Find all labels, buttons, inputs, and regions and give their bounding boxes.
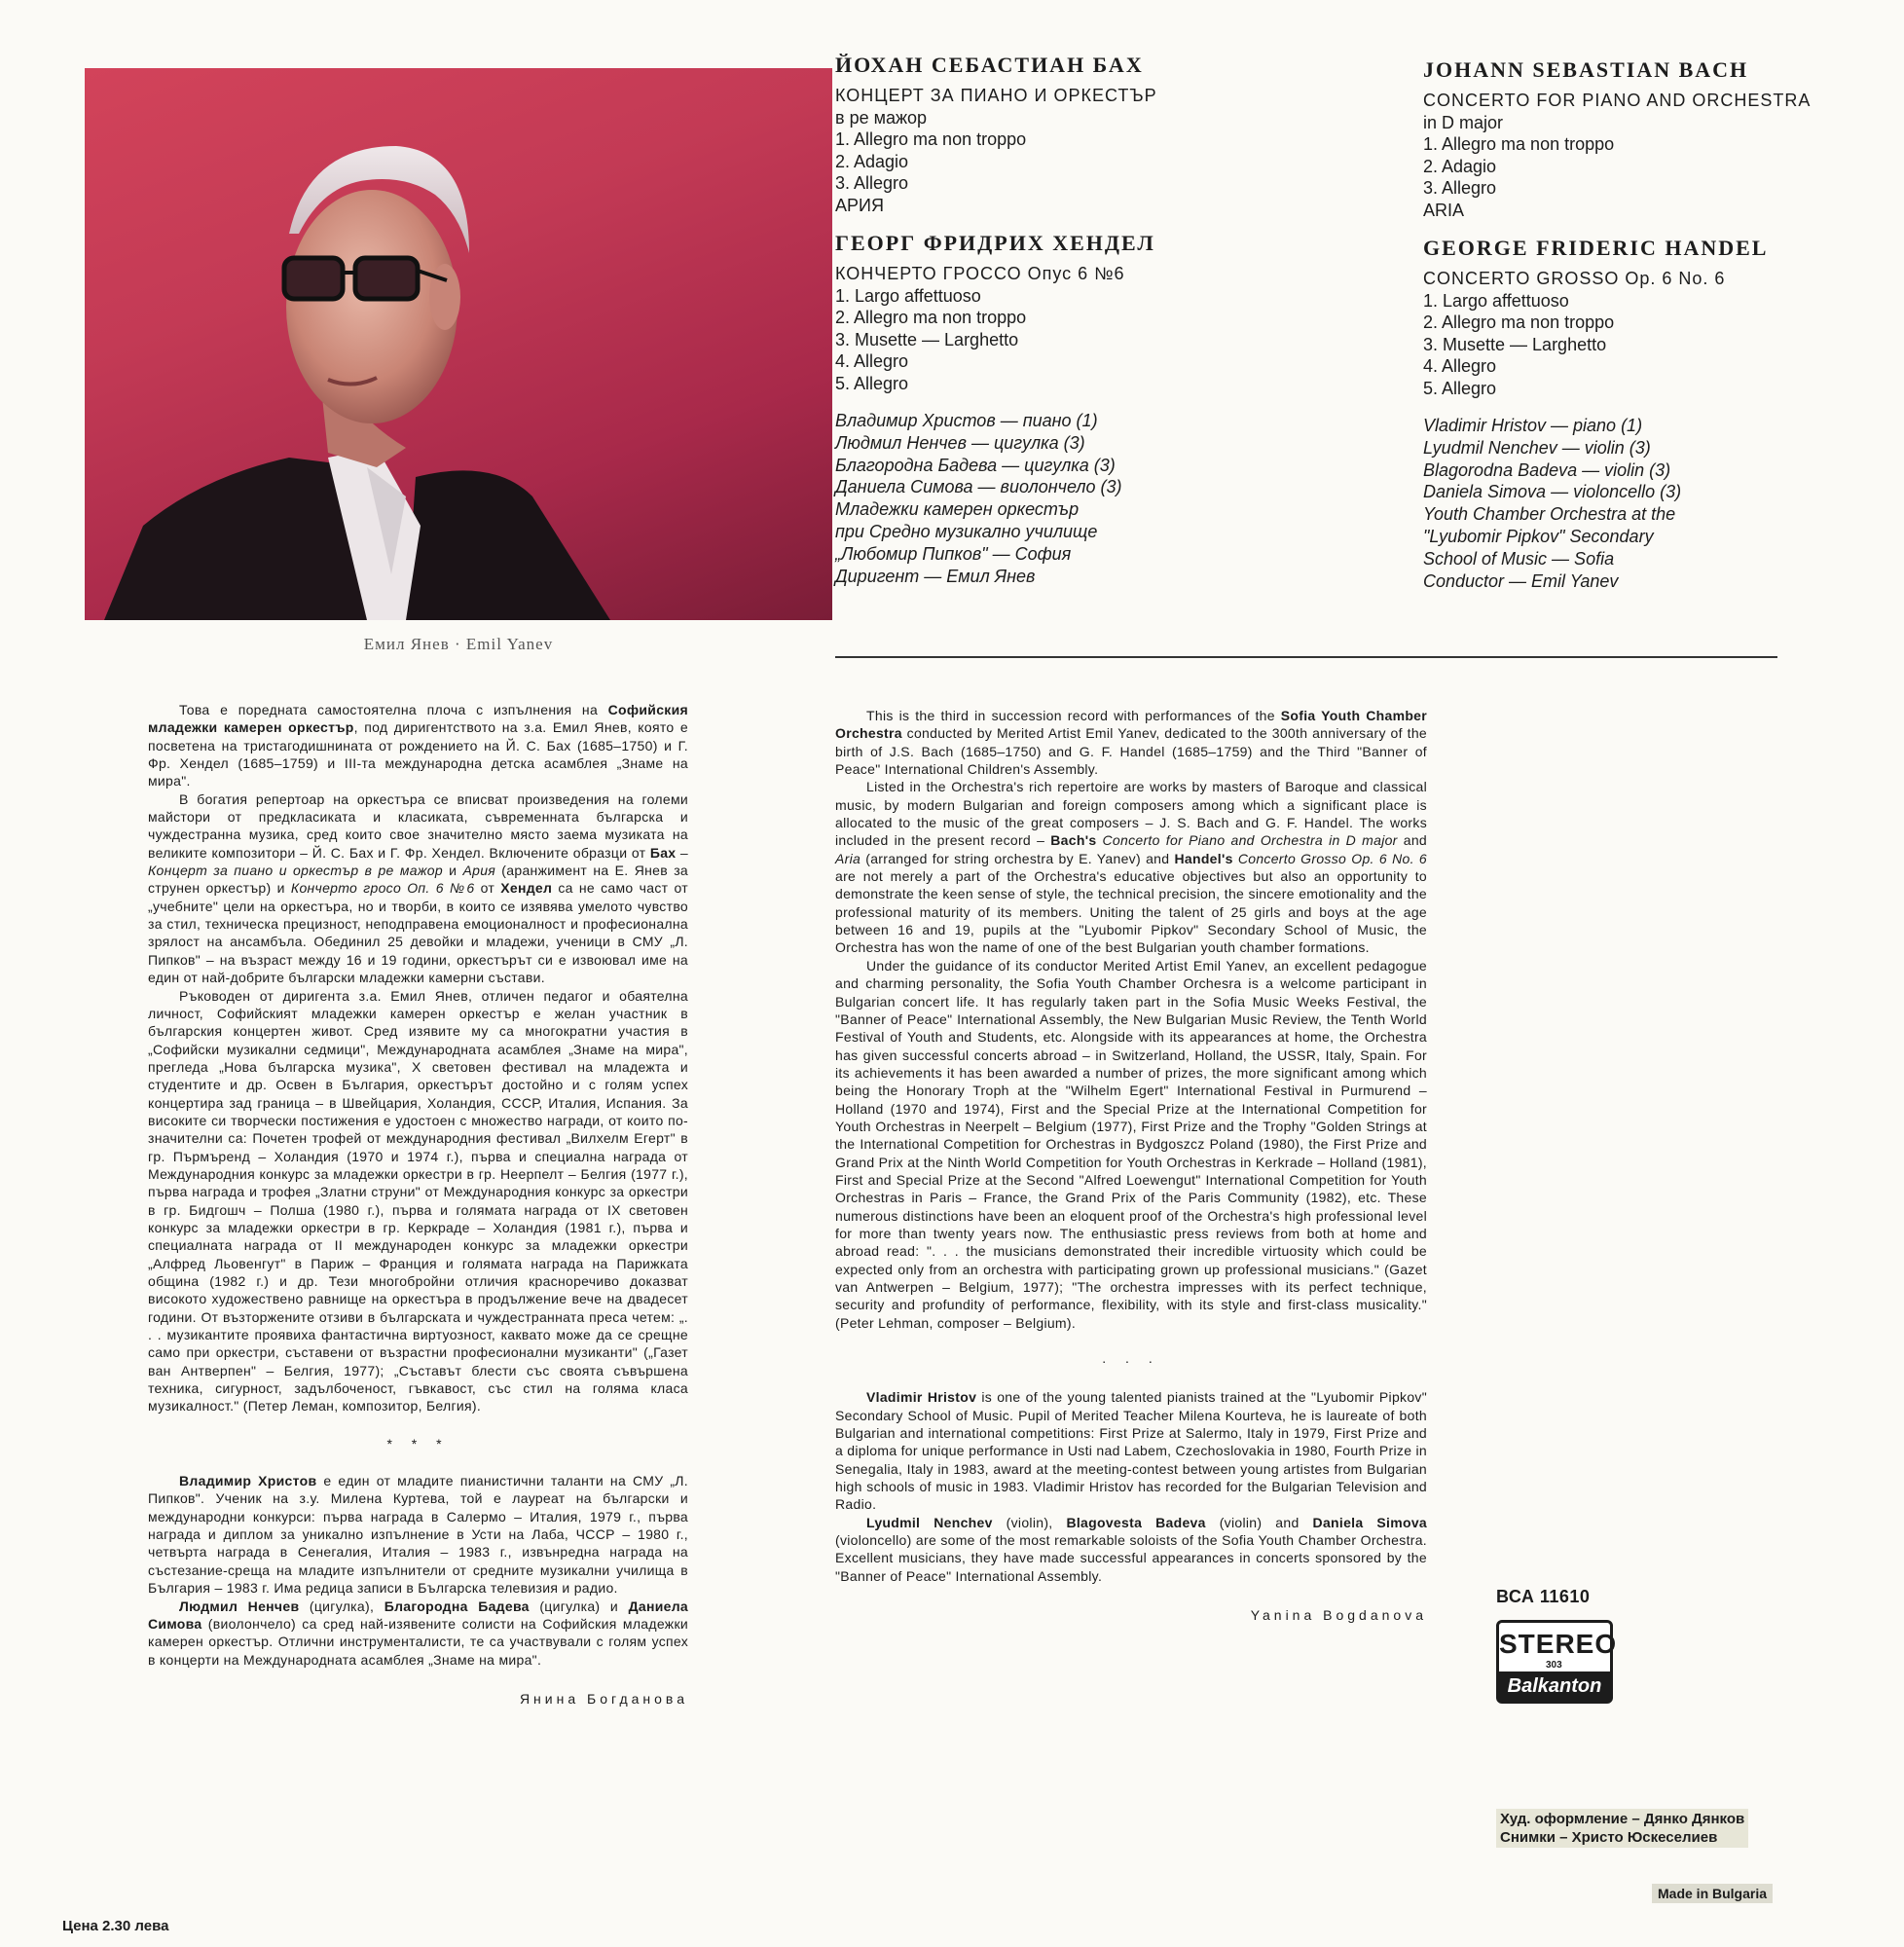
performer-en: Conductor — Emil Yanev [1423, 570, 1619, 591]
handel-movement-en: 3. Musette — Larghetto [1423, 334, 1607, 354]
performer-bg: „Любомир Пипков" — София [835, 543, 1072, 564]
made-in-label: Made in Bulgaria [1652, 1884, 1773, 1903]
performer-en: Daniela Simova — violoncello (3) [1423, 482, 1682, 502]
conductor-photo [85, 68, 832, 620]
paragraph: Това е поредната самостоятелна плоча с изпълнения на Софийския младежки камерен оркестър, под диригентството на з.а. Емил Янев, която е посветена на тристагодишнината от рождението на Й. С. Бах (1685–1750) и Г. Фр. Хендел (1685–1759) и III-та международна детска асамблея „Знаме на мира". [148, 702, 688, 790]
performer-bg: Благородна Бадева — цигулка (3) [835, 455, 1116, 475]
bach-movement-bg: 2. Adagio [835, 151, 909, 171]
author-signature-en: Yanina Bogdanova [1250, 1607, 1427, 1624]
handel-movement-bg: 4. Allegro [835, 351, 909, 371]
performer-bg: при Средно музикално училище [835, 521, 1098, 541]
handel-work-bg: КОНЧЕРТО ГРОССО Опус 6 №6 [835, 264, 1125, 283]
performer-en: School of Music — Sofia [1423, 548, 1615, 569]
paragraph: Under the guidance of its conductor Merited Artist Emil Yanev, an excellent pedagogue and charming personality, the Sofia Youth Chamber Orchesra is a welcome participant in Bulgarian concert life. It has regularly taken part in the Sofia Music Weeks Festival, the "Banner of Peace" International Assembly, the New Bulgarian Music Review, the Tenth World Festival of Youth and Students, etc. Alongside with its appearances at home, the Orchestra has given successful concerts abroad – in Switzerland, Holland, the USSR, Italy, Spain. For its achievements it has been awarded a number of prizes, the more significant among which being the Honorary Troph at the "Wilhelm Egert" International Festival in Purmurend – Holland (1970 and 1974), First and the Special Prize at the International Competition for Youth Orchestras in Neerpelt – Belgium (1977), First Prize and the Trophy "Golden Strings at the International Competition for Orchestras in Bydgoszcz Poland (1980), the First Prize and Grand Prix at the Ninth World Competition for Youth Orchestras in Kerkrade – Holland (1981), First and Special Prize at the Second "Alfred Loewengut" International Competition for Youth Orchestras in Paris – France, the Grand Prix of the Paris Community (1982), etc. These numerous distinctions have been an eloquent proof of the Orchestra's high professional level for more than twenty years now. The enthusiastic press reviews from both at home and abroad read: ". . . the musicians demonstrated their incredible virtuosity which could be expected only from an orchestra with participating grown up professional musicians." (Gazet van Antwerpen – Belgium, 1977); "The orchestra impresses with its perfect technique, security and profundity of performance, flexibility, with its style and first-class musicality." (Peter Lehman, composer – Belgium). [835, 957, 1427, 1331]
bach-movement-bg: 1. Allegro ma non troppo [835, 129, 1027, 149]
section-separator: . . . [1102, 1350, 1160, 1367]
bach-composer-en: JOHANN SEBASTIAN BACH [1423, 57, 1749, 82]
liner-notes-english [835, 707, 1427, 1625]
bach-aria-en: ARIA [1423, 200, 1465, 220]
bach-work-en: CONCERTO FOR PIANO AND ORCHESTRA [1423, 91, 1812, 110]
credit-design: Худ. оформление – Дянко Дянков [1500, 1811, 1745, 1827]
handel-movement-en: 2. Allegro ma non troppo [1423, 312, 1615, 332]
performer-en: Lyudmil Nenchev — violin (3) [1423, 437, 1651, 458]
performer-en: Blagorodna Badeva — violin (3) [1423, 459, 1671, 480]
handel-movement-en: 4. Allegro [1423, 356, 1497, 376]
performer-en: "Lyubomir Pipkov" Secondary [1423, 526, 1654, 546]
handel-movement-en: 1. Largo affettuoso [1423, 290, 1569, 311]
section-separator: * * * [386, 1435, 450, 1451]
conductor-portrait [85, 68, 832, 620]
performer-bg: Людмил Ненчев — цигулка (3) [835, 432, 1085, 453]
handel-movement-bg: 1. Largo affettuoso [835, 285, 981, 306]
handel-movement-bg: 3. Musette — Larghetto [835, 329, 1019, 349]
handel-composer-bg: ГЕОРГ ФРИДРИХ ХЕНДЕЛ [835, 231, 1155, 255]
credits-block [1496, 1809, 1748, 1848]
performer-bg: Даниела Симова — виолончело (3) [835, 477, 1122, 497]
performer-en: Vladimir Hristov — piano (1) [1423, 416, 1643, 435]
bach-key-bg: в ре мажор [835, 107, 928, 128]
stereo-number: 303 [1546, 1660, 1562, 1671]
bach-work-bg: КОНЦЕРТ ЗА ПИАНО И ОРКЕСТЪР [835, 86, 1157, 105]
bach-movement-en: 3. Allegro [1423, 178, 1497, 198]
handel-movement-en: 5. Allegro [1423, 378, 1497, 398]
handel-composer-en: GEORGE FRIDERIC HANDEL [1423, 236, 1769, 260]
paragraph: Людмил Ненчев (цигулка), Благородна Бадева (цигулка) и Даниела Симова (виолончело) са сред най-изявените солисти на Софийския младежки камерен оркестър. Отлични инструменталисти, те са участвували с голям успех в концерти на Международната асамблея „Знаме на мира". [148, 1598, 688, 1668]
bach-movement-en: 1. Allegro ma non troppo [1423, 134, 1615, 154]
program-english [1423, 58, 1881, 592]
bach-movement-bg: 3. Allegro [835, 173, 909, 193]
stereo-text: STEREO [1499, 1629, 1618, 1659]
paragraph: Vladimir Hristov is one of the young talented pianists trained at the "Lyubomir Pipkov" Secondary School of Music. Pupil of Merited Teacher Milena Kourteva, he is laureate of both Bulgarian and international competitions: First Prize at Salermo, Italy in 1979, First Prize and a diploma for unique performance in Usti nad Labem, Czechoslovakia in 1980, Fourth Prize in Senegalia, Italy in 1983, award at the meeting-contest between young artistes from Bulgarian high schools of music in 1983. Vladimir Hristov has recorded for the Bulgarian Television and Radio. [835, 1389, 1427, 1513]
paragraph: Listed in the Orchestra's rich repertoire are works by masters of Baroque and classical music, by modern Bulgarian and foreign composers among which a significant place is allocated to the music of the great composers – J. S. Bach and G. F. Handel. The works included in the present record – Bach's Concerto for Piano and Orchestra in D major and Aria (arranged for string orchestra by E. Yanev) and Handel's Concerto Grosso Op. 6 No. 6 are not merely a part of the Orchestra's educative objectives but also an opportunity to demonstrate the keen sense of style, the technical precision, the sincere emotionality and the professional maturity of its members. Uniting the talent of 25 girls and boys at the age between 16 and 19, pupils at the "Lyubomir Pipkov" Secondary School of Music, the Orchestra has won the name of one of the best Bulgarian youth chamber formations. [835, 779, 1428, 956]
performer-bg: Диригент — Емил Янев [835, 566, 1036, 586]
balkanton-brand: Balkanton [1499, 1671, 1610, 1701]
paragraph: Ръководен от диригента з.а. Емил Янев, отличен педагог и обаятелна личност, Софийският младежки камерен оркестър е желан участник в българския концертен живот. Сред изявите му са многократни участия в „Софийски музикални седмици", Международната асамблея „Знаме на мира", прегледа „Нова българска музика", Х световен фестивал на младежта и студентите и др. Освен в България, оркестърът достойно и с голям успех концертира зад граница – в Швейцария, Холандия, СССР, Италия, Испания. За високите си творчески постижения е удостоен с множество награди, от които по-значителни са: Почетен трофей от международния фестивал „Вилхелм Егерт" в гр. Пърмъренд – Холандия (1970 и 1974 г.), първа и специална награда от Международния конкурс за младежки оркестри в гр. Неерпелт – Белгия (1977 г.), първа награда и трофея „Златни струни" от Международния конкурс за оркестри в гр. Бидгошч – Полша (1980 г.), първа и голямата награда от IX световен конкурс за младежки оркестри в гр. Керкраде – Холандия (1981 г.), първа и специалната награда от II международен конкурс за младежки оркестри „Алфред Льовенгут" в Париж – Франция и голямата награда на Парижката община (1982 г.) и др. Тези многобройни отличия красноречиво доказват високото художествено равнище на оркестъра в продължение вече на двадесет години. От възторжените отзиви в българската и чуждестранната преса четем: „. . . музикантите проявиха фантастична виртуозност, каквато може да се срещне само при оркестри, съставени от възрастни професионални музиканти" („Газет ван Антверпен" – Белгия, 1977); „Съставът блести със своята съвършена техника, сигурност, задълбоченост, гъвкавост, със стил на голяма класа музикалност." (Петер Леман, композитор, Белгия). [148, 987, 688, 1414]
catalog-number: ВСА 11610 [1496, 1587, 1591, 1606]
liner-notes-bulgarian [148, 701, 688, 1708]
paragraph: Lyudmil Nenchev (violin), Blagovesta Badeva (violin) and Daniela Simova (violoncello) are some of the most remarkable soloists of the Sofia Youth Chamber Orchestra. Excellent musicians, they have made successful appearances in concerts sponsored by the "Banner of Peace" International Assembly. [835, 1514, 1427, 1584]
handel-movement-bg: 5. Allegro [835, 373, 909, 393]
price-label: Цена 2.30 лева [62, 1918, 169, 1934]
bach-movement-en: 2. Adagio [1423, 156, 1497, 176]
credit-photo: Снимки – Христо Юскеселиев [1500, 1829, 1718, 1846]
bach-composer-bg: ЙОХАН СЕБАСТИАН БАХ [835, 53, 1144, 77]
divider-rule [835, 656, 1777, 658]
bach-key-en: in D major [1423, 112, 1504, 132]
handel-movement-bg: 2. Allegro ma non troppo [835, 308, 1027, 327]
stereo-balkanton-logo [1496, 1620, 1618, 1704]
author-signature-bg: Янина Богданова [519, 1690, 688, 1707]
bach-aria-bg: АРИЯ [835, 195, 884, 215]
program-bulgarian [835, 54, 1263, 587]
performer-bg: Владимир Христов — пиано (1) [835, 411, 1098, 430]
performer-en: Youth Chamber Orchestra at the [1423, 504, 1676, 525]
paragraph: Владимир Христов е един от младите пианистични таланти на СМУ „Л. Пипков". Ученик на з.у. Милена Куртева, той е лауреат на български и международни конкурси: първа награда в Салермо – Италия, 1979 г., първа награда и диплом за уникално изпълнение в Усти на Лаба, ЧССР – 1980 г., четвърта награда в Сенегалия, Италия – 1983 г., извънредна награда на състезание-среща на младите изпълнители от средните музикални училища в България – 1983 г. Има редица записи в Българска телевизия и радио. [148, 1473, 688, 1597]
handel-work-en: CONCERTO GROSSO Op. 6 No. 6 [1423, 269, 1726, 288]
paragraph: This is the third in succession record with performances of the Sofia Youth Chamber Orchestra conducted by Merited Artist Emil Yanev, dedicated to the 300th anniversary of the birth of J.S. Bach (1685–1750) and G. F. Handel (1685–1759) and the Third "Banner of Peace" International Children's Assembly. [835, 708, 1428, 778]
paragraph: В богатия репертоар на оркестъра се вписват произведения на големи майстори от предкласиката и класиката, съвременната българска и чуждестранна музика, сред които свое значително място заема музиката на великите композитори – Й. С. Бах и Г. Фр. Хендел. Включените образци от Бах – Концерт за пиано и оркестър в ре мажор и Ария (аранжимент на Е. Янев за струнен оркестър) и Кончерто гросо Оп. 6 №6 от Хендел са не само част от „учебните" цели на оркестъра, но и творби, в които се изявява умелото чувство за стил, техническа прецизност, неподправена емоционалност и професионална зрялост на ансамбъла. Обединил 25 девойки и младежи, ученици в СМУ „Л. Пипков" – на възраст между 16 и 19 години, оркестърът си е извоювал име на един от най-добрите български младежки камерни състави. [148, 790, 688, 986]
performer-bg: Младежки камерен оркестър [835, 499, 1080, 520]
photo-caption: Емил Янев · Emil Yanev [363, 635, 554, 653]
